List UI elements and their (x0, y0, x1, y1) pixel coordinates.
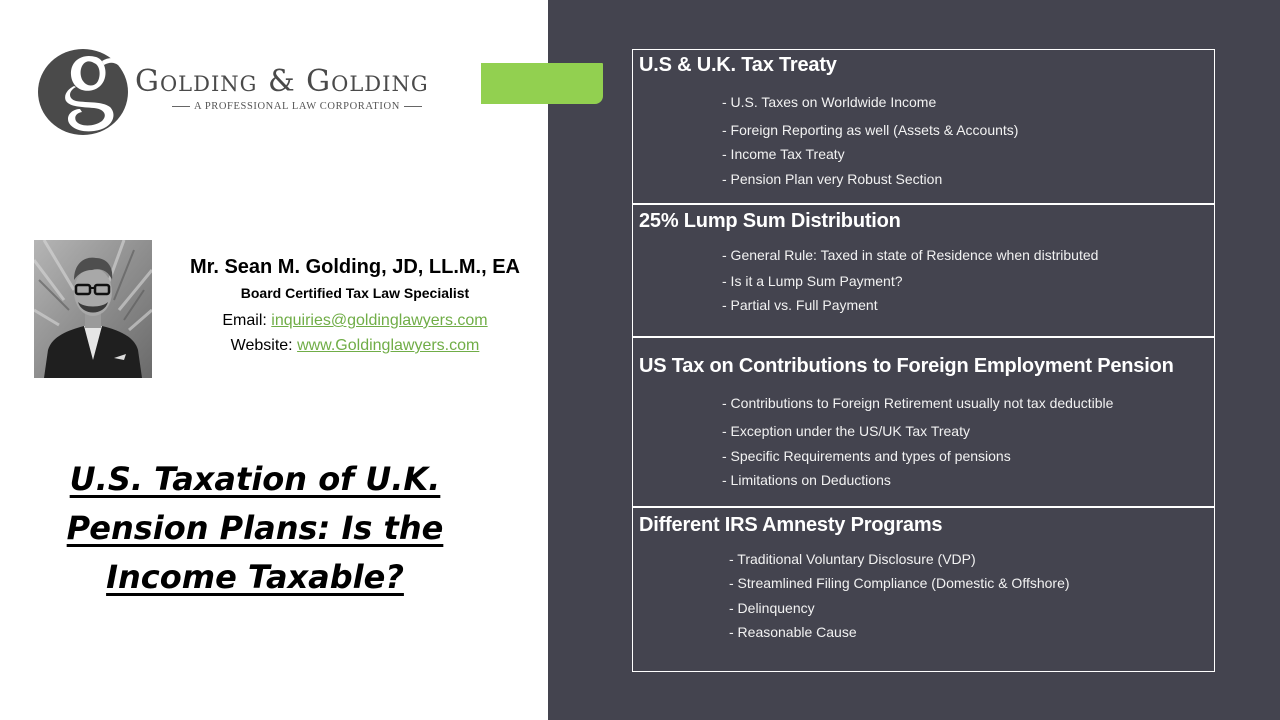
profile-credential: Board Certified Tax Law Specialist (240, 285, 470, 301)
firm-name: Golding & Golding (135, 64, 429, 99)
accent-bar (481, 63, 603, 104)
section-item: - Traditional Voluntary Disclosure (VDP) (729, 551, 976, 567)
section-item: - Limitations on Deductions (722, 472, 891, 488)
tagline-text: A PROFESSIONAL LAW CORPORATION (194, 101, 400, 112)
section-item: - Exception under the US/UK Tax Treaty (722, 423, 970, 439)
section-item: - General Rule: Taxed in state of Residence when distributed (722, 247, 1099, 263)
person-portrait-icon (34, 240, 152, 378)
profile-info (170, 252, 540, 358)
section-item: - Partial vs. Full Payment (722, 297, 878, 313)
title-line-3: Income Taxable? (106, 558, 404, 596)
title-line-1: U.S. Taxation of U.K. (69, 460, 441, 498)
section-title: U.S & U.K. Tax Treaty (639, 54, 837, 76)
section-item: - Is it a Lump Sum Payment? (722, 273, 903, 289)
email-link[interactable]: inquiries@goldinglawyers.com (271, 312, 488, 329)
website-label: Website: (230, 337, 298, 354)
slide-title (60, 455, 450, 602)
section-item: - U.S. Taxes on Worldwide Income (722, 94, 937, 110)
section-amnesty (633, 508, 1214, 671)
tagline-rule-left (172, 106, 190, 107)
website-link[interactable]: www.Goldinglawyers.com (297, 337, 480, 354)
email-label: Email: (222, 312, 272, 329)
section-lump-sum (633, 205, 1214, 337)
section-contributions (633, 338, 1214, 506)
section-item: - Contributions to Foreign Retirement usually not tax deductible (722, 395, 1114, 411)
section-item: - Delinquency (729, 600, 815, 616)
firm-tagline (172, 101, 422, 112)
profile-name: Mr. Sean M. Golding, JD, LL.M., EA (189, 256, 521, 278)
firm-logo (38, 49, 468, 135)
section-title: 25% Lump Sum Distribution (639, 210, 901, 232)
section-item: - Specific Requirements and types of pensions (722, 448, 1011, 464)
website-line (170, 333, 540, 358)
section-item: - Pension Plan very Robust Section (722, 171, 943, 187)
section-title: Different IRS Amnesty Programs (639, 514, 943, 536)
section-tax-treaty (633, 50, 1214, 204)
email-line (170, 308, 540, 333)
section-item: - Reasonable Cause (729, 624, 857, 640)
topics-box (632, 49, 1215, 672)
section-item: - Foreign Reporting as well (Assets & Accounts) (722, 122, 1019, 138)
section-title: US Tax on Contributions to Foreign Employment Pension (639, 355, 1174, 377)
section-item: - Streamlined Filing Compliance (Domestic & Offshore) (729, 575, 1070, 591)
title-line-2: Pension Plans: Is the (66, 509, 444, 547)
tagline-rule-right (404, 106, 422, 107)
g-monogram-icon (38, 49, 128, 135)
profile-photo (34, 240, 152, 378)
section-item: - Income Tax Treaty (722, 146, 845, 162)
